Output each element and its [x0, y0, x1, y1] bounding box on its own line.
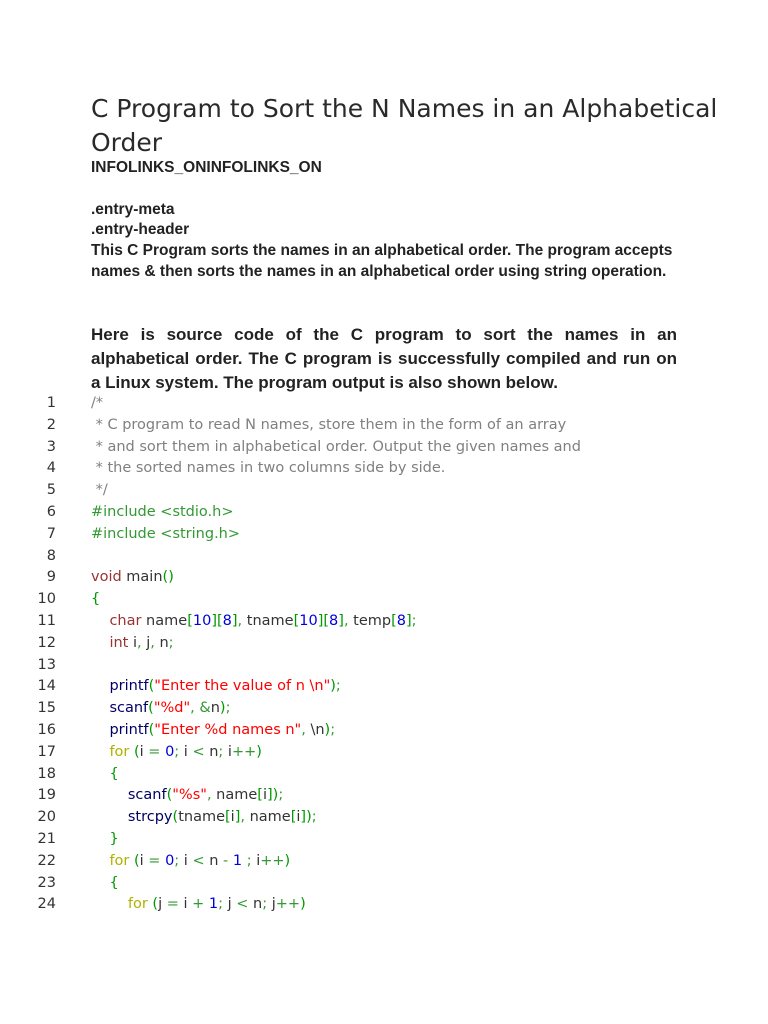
code-token: scanf [109, 700, 149, 717]
code-token [91, 722, 109, 738]
line-number: 6 [46, 503, 56, 520]
code-text [91, 480, 108, 502]
code-line [0, 742, 768, 764]
code-token: j [158, 896, 167, 913]
line-number: 21 [37, 830, 56, 847]
code-token: ]) [266, 787, 279, 804]
code-token: name [141, 612, 188, 629]
code-token: ; [411, 612, 417, 629]
code-token: 0 [165, 743, 175, 760]
code-token [91, 613, 109, 629]
code-token: () [162, 569, 174, 586]
code-line [0, 502, 768, 524]
code-token: 10 [299, 612, 318, 629]
code-token: 8 [396, 612, 406, 629]
line-number: 4 [46, 460, 56, 477]
line-number: 15 [37, 700, 56, 717]
code-token: 0 [165, 852, 175, 869]
code-token: ] [231, 612, 238, 629]
code-token: , [343, 612, 349, 629]
code-token: ++ [260, 852, 285, 869]
code-line [0, 676, 768, 698]
code-token: [ [187, 612, 193, 629]
code-text [91, 851, 290, 873]
code-token: * C program to read N names, store them in the form of an array [91, 416, 567, 433]
code-token: ) [284, 852, 291, 869]
code-text [91, 393, 103, 415]
code-token: , [206, 787, 212, 804]
line-number: 24 [37, 896, 56, 913]
code-token: "Enter %d names n" [154, 721, 302, 738]
code-token: ] [338, 612, 344, 629]
code-token: = [148, 852, 161, 869]
code-token: void [91, 569, 122, 586]
code-text [91, 742, 262, 764]
line-number: 7 [46, 525, 56, 542]
line-number: 17 [37, 743, 56, 760]
code-token: < [236, 896, 249, 913]
code-token: j [223, 896, 237, 913]
code-token: ( [133, 743, 140, 760]
code-token: ( [166, 787, 173, 804]
code-token: = [166, 896, 179, 913]
code-token: i [178, 896, 193, 913]
code-token: ++ [275, 896, 301, 913]
code-token: char [109, 612, 142, 629]
code-token: , [150, 634, 155, 651]
code-token: * and sort them in alphabetical order. Output the given names and [91, 438, 581, 455]
code-token: ; [168, 634, 174, 651]
code-token: < [192, 852, 205, 869]
article-title: C Program to Sort the N Names in an Alphabetical Order [91, 94, 718, 157]
line-number: 22 [37, 852, 56, 869]
code-token: [ [290, 809, 297, 826]
code-token: for [127, 896, 148, 913]
code-token: , [136, 634, 142, 651]
code-token: */ [91, 482, 108, 499]
line-number: 2 [46, 416, 56, 433]
code-token [91, 744, 109, 760]
code-token: ( [152, 896, 159, 913]
code-token: #include <string.h> [91, 525, 241, 542]
code-token [91, 678, 109, 694]
code-token: n [248, 896, 263, 913]
intro-paragraph: This C Program sorts the names in an alphabetical order. The program accepts names & then sorts the names in an alphabetical order using string operation. [91, 242, 673, 280]
code-token: i [179, 852, 193, 869]
line-number: 20 [37, 809, 56, 826]
line-number: 19 [37, 787, 56, 804]
code-token: [ [225, 809, 231, 826]
line-number: 16 [37, 721, 56, 738]
code-token: , [237, 612, 243, 629]
code-text [91, 589, 100, 611]
code-token: < [192, 743, 205, 760]
code-token: tname [242, 612, 294, 629]
entry-meta-marker: .entry-meta [91, 201, 175, 218]
code-token: ; [330, 721, 336, 738]
code-token: ][ [211, 612, 223, 629]
code-line [0, 894, 768, 916]
code-token: ] [234, 809, 241, 826]
line-number: 10 [37, 591, 56, 608]
code-token [91, 787, 128, 803]
line-number: 23 [37, 874, 56, 891]
code-text [91, 894, 306, 916]
code-token [91, 896, 128, 912]
code-line [0, 546, 768, 568]
code-token: = [148, 743, 161, 760]
code-text [91, 633, 174, 655]
code-token: , [190, 700, 195, 717]
infolinks-marker: INFOLINKS_ONINFOLINKS_ON [91, 159, 322, 176]
code-token: ; [311, 809, 317, 826]
code-token: name [244, 809, 291, 826]
code-token: { [109, 765, 119, 782]
code-text [91, 415, 566, 437]
code-token: int [109, 634, 129, 651]
code-line [0, 698, 768, 720]
code-token: ) [219, 700, 226, 717]
code-line [0, 567, 768, 589]
code-text [91, 720, 335, 742]
code-token: ] [406, 612, 412, 629]
line-number: 11 [37, 612, 56, 629]
code-token: 8 [329, 612, 339, 629]
code-token: ( [148, 700, 154, 717]
code-token [91, 766, 109, 782]
code-token: , [240, 809, 245, 826]
code-token: , [301, 721, 306, 738]
code-token: j [267, 896, 276, 913]
code-text [91, 502, 233, 524]
line-number: 13 [37, 656, 56, 673]
code-token: { [91, 591, 101, 608]
code-text [91, 807, 317, 829]
code-token: i [128, 634, 137, 651]
code-token: printf [109, 678, 149, 695]
code-token: { [109, 874, 119, 891]
code-token: for [109, 743, 130, 760]
code-token: tname [178, 809, 225, 826]
code-text [91, 785, 283, 807]
code-token: i [139, 743, 149, 760]
code-line [0, 524, 768, 546]
code-text [91, 458, 445, 480]
code-token [91, 875, 109, 891]
code-token: 10 [192, 612, 212, 629]
code-token: ; [218, 896, 224, 913]
code-text [91, 873, 119, 895]
code-token: "%d" [153, 700, 191, 717]
description-paragraph: Here is source code of the C program to sort the names in an alphabetical order. The C program is successfully compiled and run on a Linux system. The program output is also shown below. [91, 325, 677, 392]
code-text [91, 676, 341, 698]
code-token: ]) [300, 809, 312, 826]
code-token: ) [324, 721, 331, 738]
code-token: [ [391, 612, 397, 629]
code-token: i [223, 743, 232, 760]
code-token: for [109, 852, 130, 869]
code-token: ; [262, 896, 268, 913]
code-token: j [141, 634, 151, 651]
line-number: 9 [46, 569, 56, 586]
code-token: \n [305, 721, 325, 738]
code-token [91, 853, 109, 869]
code-token: 8 [222, 612, 232, 629]
code-token: ) [256, 743, 262, 760]
code-listing [0, 393, 768, 916]
code-text [91, 611, 417, 633]
code-token: + [192, 896, 205, 913]
code-token: ) [330, 678, 336, 695]
code-text [91, 437, 581, 459]
code-token: ; [218, 743, 224, 760]
code-token [91, 700, 109, 716]
code-text [91, 764, 119, 786]
code-token: n [154, 634, 169, 651]
code-line [0, 393, 768, 415]
code-token: ; [278, 787, 284, 804]
code-token: ; [174, 852, 180, 869]
code-token: ; [246, 852, 252, 869]
code-text [91, 829, 119, 851]
code-line [0, 851, 768, 873]
code-token: & [199, 700, 211, 717]
code-token [91, 831, 109, 847]
code-line [0, 873, 768, 895]
code-token: ( [148, 721, 155, 738]
code-line [0, 437, 768, 459]
code-token: i [251, 852, 261, 869]
code-line [0, 829, 768, 851]
code-token: - [223, 852, 229, 869]
code-token: i [179, 743, 193, 760]
line-number: 8 [46, 547, 56, 564]
code-line [0, 480, 768, 502]
code-line [0, 589, 768, 611]
line-number: 18 [37, 765, 56, 782]
code-line [0, 655, 768, 677]
code-token: ; [225, 700, 231, 717]
code-token: name [211, 787, 258, 804]
code-line [0, 764, 768, 786]
code-token: "%s" [172, 787, 207, 804]
line-number: 1 [46, 395, 56, 411]
code-token: scanf [127, 787, 167, 804]
code-token: 1 [232, 852, 243, 869]
line-number: 12 [37, 634, 56, 651]
code-text [91, 524, 240, 546]
code-token: 1 [208, 896, 219, 913]
code-token: main [121, 569, 163, 586]
code-token: ++ [231, 743, 257, 760]
code-token: ][ [317, 612, 330, 629]
code-token: ; [335, 678, 341, 695]
code-token: [ [293, 612, 300, 629]
code-token: ( [148, 678, 155, 695]
code-line [0, 611, 768, 633]
line-number: 14 [37, 678, 56, 695]
code-token: i [296, 809, 301, 826]
code-token [91, 635, 109, 651]
code-token: ( [172, 809, 179, 826]
code-token: } [109, 830, 119, 847]
code-token: printf [109, 721, 149, 738]
code-line [0, 785, 768, 807]
code-line [0, 415, 768, 437]
code-token: i [262, 787, 267, 804]
code-token: strcpy [127, 809, 173, 826]
code-token: ( [133, 852, 140, 869]
code-token: ; [174, 743, 180, 760]
code-line [0, 720, 768, 742]
code-token [91, 809, 128, 825]
code-token: #include <stdio.h> [91, 503, 234, 520]
code-token: n [204, 852, 224, 869]
code-token: * the sorted names in two columns side by side. [91, 460, 446, 477]
code-text [91, 567, 174, 589]
code-token: [ [257, 787, 263, 804]
code-token: ) [300, 896, 306, 913]
entry-header-marker: .entry-header [91, 221, 190, 238]
code-token: n [204, 743, 219, 760]
code-token: n [210, 700, 220, 717]
line-number: 5 [46, 482, 56, 499]
code-line [0, 458, 768, 480]
code-token: /* [91, 395, 104, 411]
code-token: i [230, 809, 235, 826]
code-token: temp [348, 612, 392, 629]
code-line [0, 633, 768, 655]
code-token: i [139, 852, 149, 869]
line-number: 3 [46, 438, 56, 455]
code-text [91, 698, 230, 720]
code-token: "Enter the value of n \n" [154, 678, 331, 695]
code-line [0, 807, 768, 829]
